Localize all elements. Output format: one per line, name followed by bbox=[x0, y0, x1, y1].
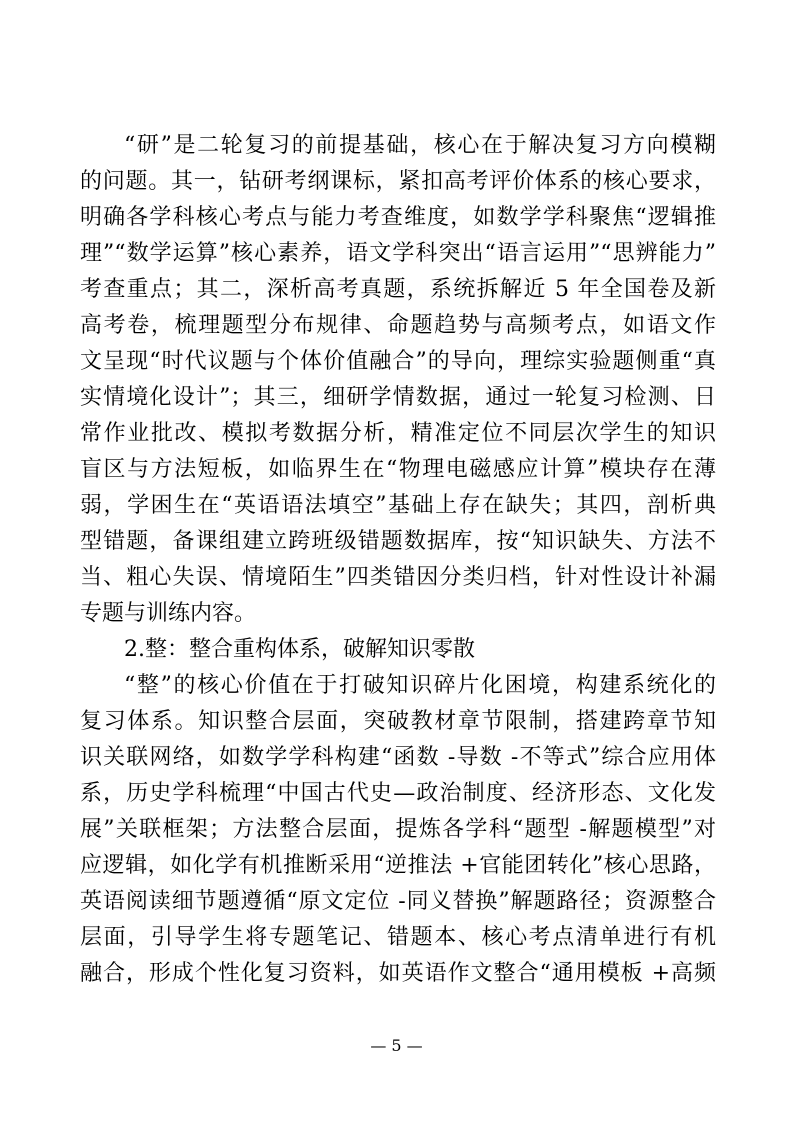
text-line: 专题与训练内容。 bbox=[80, 601, 257, 626]
text-line: 英语阅读细节题遵循“原文定位 -同义替换”解题路径；资源整合 bbox=[80, 889, 716, 914]
text-line: 理”“数学运算”核心素养，语文学科突出“语言运用”“思辨能力” bbox=[80, 241, 716, 266]
text-line: 常作业批改、模拟考数据分析，精准定位不同层次学生的知识 bbox=[80, 421, 716, 446]
text-line: 明确各学科核心考点与能力考查维度，如数学学科聚焦“逻辑推 bbox=[80, 205, 716, 230]
text-line: 展”关联框架；方法整合层面，提炼各学科“题型 -解题模型”对 bbox=[80, 817, 716, 842]
text-line: 考查重点；其二，深析高考真题，系统拆解近 5 年全国卷及新 bbox=[80, 277, 716, 302]
text-line: 的问题。其一，钻研考纲课标，紧扣高考评价体系的核心要求， bbox=[80, 169, 716, 194]
text-line: 盲区与方法短板，如临界生在“物理电磁感应计算”模块存在薄 bbox=[80, 457, 716, 482]
text-line: 层面，引导学生将专题笔记、错题本、核心考点清单进行有机 bbox=[80, 925, 716, 950]
text-line: 复习体系。知识整合层面，突破教材章节限制，搭建跨章节知 bbox=[80, 709, 716, 734]
text-line: 融合，形成个性化复习资料，如英语作文整合“通用模板 +高频 bbox=[80, 961, 716, 986]
text-line: 系，历史学科梳理“中国古代史—政治制度、经济形态、文化发 bbox=[80, 781, 716, 806]
text-line: 识关联网络，如数学学科构建“函数 -导数 -不等式”综合应用体 bbox=[80, 745, 716, 770]
text-line: “研”是二轮复习的前提基础，核心在于解决复习方向模糊 bbox=[124, 133, 716, 158]
page-number: — 5 — bbox=[370, 1036, 423, 1055]
section-heading: 2.整：整合重构体系，破解知识零散 bbox=[124, 637, 475, 662]
text-line: 应逻辑，如化学有机推断采用“逆推法 +官能团转化”核心思路， bbox=[80, 853, 716, 878]
text-line: 当、粗心失误、情境陌生”四类错因分类归档，针对性设计补漏 bbox=[80, 565, 716, 590]
text-line: 高考卷，梳理题型分布规律、命题趋势与高频考点，如语文作 bbox=[80, 313, 716, 338]
text-line: 型错题，备课组建立跨班级错题数据库，按“知识缺失、方法不 bbox=[80, 529, 716, 554]
text-line: 弱，学困生在“英语语法填空”基础上存在缺失；其四，剖析典 bbox=[80, 493, 716, 518]
text-line: 文呈现“时代议题与个体价值融合”的导向，理综实验题侧重“真 bbox=[80, 349, 716, 374]
text-line: 实情境化设计”；其三，细研学情数据，通过一轮复习检测、日 bbox=[80, 385, 716, 410]
text-line: “整”的核心价值在于打破知识碎片化困境，构建系统化的 bbox=[124, 673, 716, 698]
